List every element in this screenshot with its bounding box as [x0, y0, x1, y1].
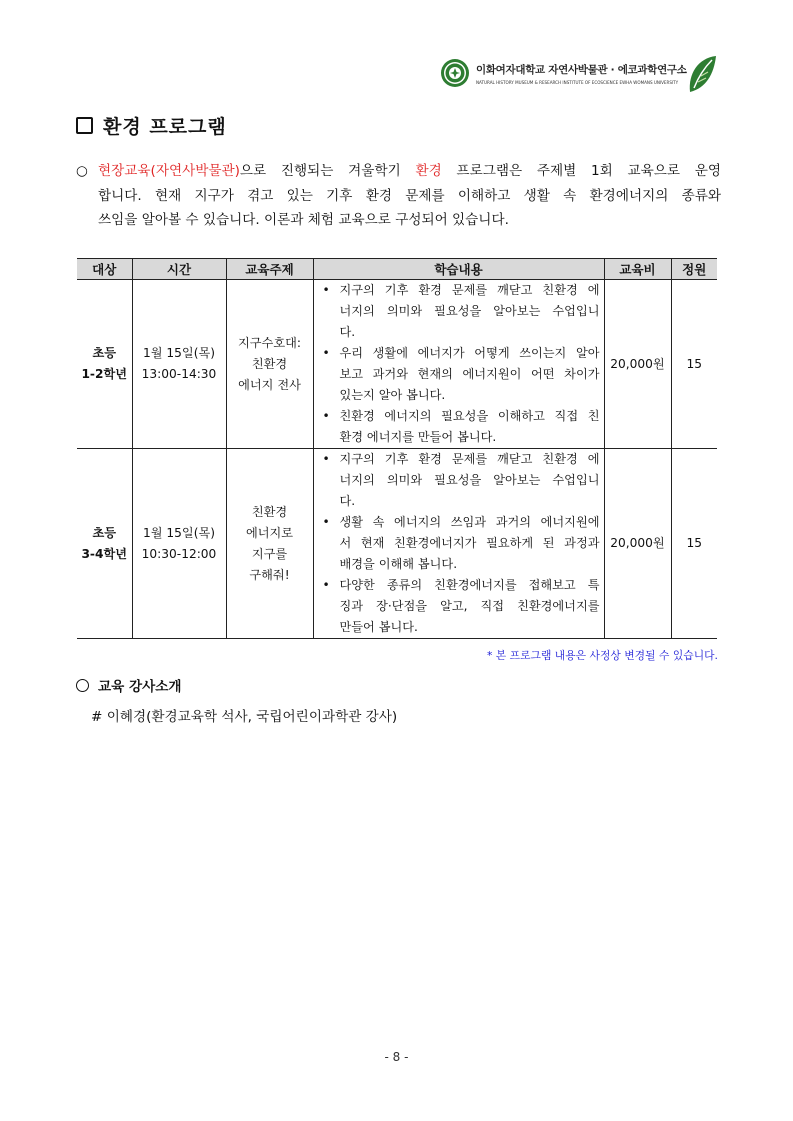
- intro-line-1: [98, 159, 721, 184]
- program-table: [77, 258, 717, 639]
- list-item: [320, 575, 600, 638]
- intro-seg: 프로그램은 주제별 1회 교육으로 운영: [441, 163, 721, 179]
- cell-topic: [226, 280, 313, 449]
- list-item: [320, 280, 600, 343]
- content-line: • 생활 속 에너지의 쓰임과 과거의 에너지원에: [339, 515, 600, 529]
- header-topic: 교육주제: [226, 259, 313, 280]
- circle-bullet-icon: [76, 679, 89, 692]
- checkbox-icon: [76, 117, 93, 134]
- content-line: • 친환경 에너지의 필요성을 이해하고 직접 친: [339, 409, 600, 423]
- intro-seg: 현장교육(자연사박물관): [98, 163, 240, 179]
- cell-topic: [226, 449, 313, 639]
- content-line: 있는지 알아 봅니다.: [339, 388, 446, 402]
- content-line: 징과 장·단점을 알고, 직접 친환경에너지를: [339, 599, 600, 613]
- list-item: [320, 449, 600, 512]
- cell-time: [132, 280, 226, 449]
- instructor-section-title: [76, 675, 182, 695]
- header-subtitle: NATURAL HISTORY MUSEUM & RESEARCH INSTITUTE OF ECOSCIENCE EWHA WOMANS UNIVERSITY: [476, 80, 679, 85]
- content-line: 배경을 이해해 봅니다.: [339, 557, 458, 571]
- intro-line-3: 쓰임을 알아볼 수 있습니다. 이론과 체험 교육으로 구성되어 있습니다.: [98, 212, 509, 228]
- ewha-seal-logo: [440, 58, 470, 88]
- content-line: • 지구의 기후 환경 문제를 깨닫고 친환경 에: [339, 452, 600, 466]
- intro-seg: 환경: [415, 163, 442, 179]
- intro-line-2: 합니다. 현재 지구가 겪고 있는 기후 환경 문제를 이해하고 생활 속 환경에너지의 종류와: [98, 187, 721, 204]
- table-header-row: [77, 259, 717, 280]
- content-line: • 우리 생활에 에너지가 어떻게 쓰이는지 알아: [339, 346, 600, 360]
- list-item: [320, 406, 600, 448]
- content-line: 다.: [339, 494, 356, 508]
- cell-text: 1-2학년: [81, 367, 128, 381]
- header-target: 대상: [77, 259, 132, 280]
- content-line: • 다양한 종류의 친환경에너지를 접해보고 특: [339, 578, 600, 592]
- cell-text: 에너지 전사: [238, 377, 301, 392]
- change-notice: * 본 프로그램 내용은 사정상 변경될 수 있습니다.: [486, 649, 718, 662]
- table-row: [77, 280, 717, 449]
- cell-text: 1월 15일(목): [143, 525, 215, 540]
- cell-target: [77, 280, 132, 449]
- instructor-item: # 이혜경(환경교육학 석사, 국립어린이과학관 강사): [91, 709, 398, 725]
- content-list: [320, 280, 600, 448]
- cell-time: [132, 449, 226, 639]
- section-title-text: 환경 프로그램: [103, 115, 227, 138]
- content-line: 서 현재 친환경에너지가 필요하게 된 과정과: [339, 536, 600, 550]
- table-row: [77, 449, 717, 639]
- content-line: 다.: [339, 325, 356, 339]
- cell-fee: 20,000원: [604, 280, 671, 449]
- cell-text: 친환경: [251, 356, 288, 371]
- cell-text: 10:30-12:00: [141, 546, 217, 561]
- cell-text: 1월 15일(목): [143, 346, 215, 360]
- cell-text: 구해줘!: [249, 567, 290, 582]
- cell-text: 에너지로: [245, 525, 294, 540]
- content-line: 너지의 의미와 필요성을 알아보는 수업입니: [339, 473, 600, 487]
- page-number: - 8 -: [384, 1050, 409, 1064]
- list-item: [320, 512, 600, 575]
- page-header: [438, 54, 720, 94]
- intro-seg: 으로 진행되는 겨울학기: [239, 163, 416, 179]
- cell-text: 13:00-14:30: [141, 367, 217, 381]
- cell-fee: 20,000원: [604, 449, 671, 639]
- header-content: 학습내용: [313, 259, 604, 280]
- cell-text: 지구를: [251, 546, 288, 561]
- cell-target: [77, 449, 132, 639]
- content-line: • 지구의 기후 환경 문제를 깨닫고 친환경 에: [339, 283, 600, 297]
- cell-text: 3-4학년: [81, 546, 128, 561]
- cell-content: [313, 280, 604, 449]
- content-line: 너지의 의미와 필요성을 알아보는 수업입니: [339, 304, 600, 318]
- cell-capacity: 15: [671, 280, 717, 449]
- ecoscience-leaf-logo: [686, 54, 718, 94]
- cell-text: 지구수호대:: [238, 335, 301, 350]
- list-item: [320, 343, 600, 406]
- content-line: 보고 과거와 현재의 에너지원이 어떤 차이가: [339, 367, 600, 381]
- cell-text: 친환경: [251, 504, 288, 519]
- cell-capacity: 15: [671, 449, 717, 639]
- content-line: 환경 에너지를 만들어 봅니다.: [339, 430, 497, 444]
- circle-bullet-icon: ○: [76, 163, 88, 179]
- cell-text: 초등: [92, 346, 117, 360]
- header-title: 이화여자대학교 자연사박물관 · 에코과학연구소: [476, 64, 687, 76]
- section-title: [76, 112, 227, 138]
- content-line: 만들어 봅니다.: [339, 620, 418, 634]
- header-time: 시간: [132, 259, 226, 280]
- header-fee: 교육비: [604, 259, 671, 280]
- header-capacity: 정원: [671, 259, 717, 280]
- cell-text: 초등: [92, 525, 117, 540]
- content-list: [320, 449, 600, 638]
- instructor-title-text: 교육 강사소개: [98, 679, 182, 695]
- cell-content: [313, 449, 604, 639]
